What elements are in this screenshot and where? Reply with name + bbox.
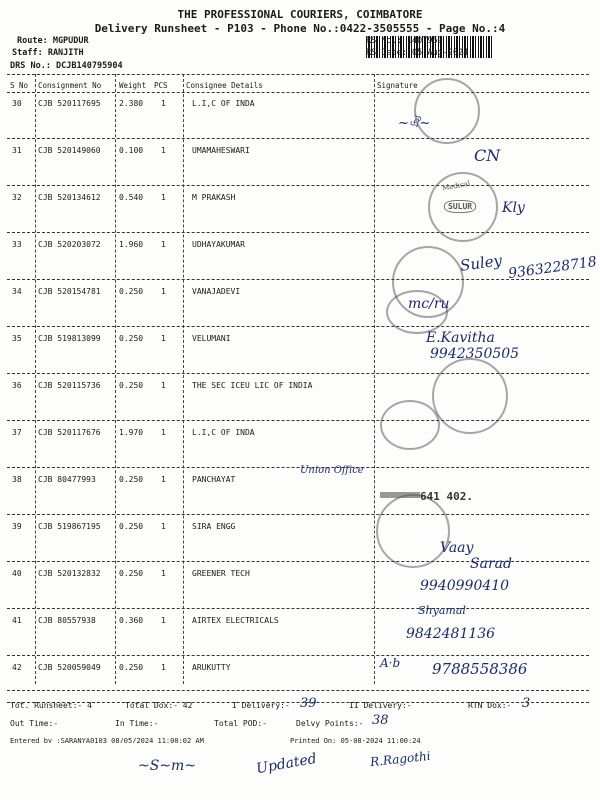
stamp-row36 xyxy=(432,358,508,434)
row-sno: 41 xyxy=(12,616,22,625)
row-consignee: VANAJADEVI xyxy=(192,287,241,296)
table-top-rule xyxy=(7,74,589,75)
row-consignment: CJB 520154781 xyxy=(38,287,101,296)
row-sno: 31 xyxy=(12,146,22,155)
row-weight: 0.250 xyxy=(119,569,144,578)
row-consignee: UMAMAHESWARI xyxy=(192,146,250,155)
i-delivery-label: I Delivery:- xyxy=(232,701,290,710)
row-sno: 32 xyxy=(12,193,22,202)
row-sno: 33 xyxy=(12,240,22,249)
row-consignment: CJB 520132832 xyxy=(38,569,101,578)
row-consignee: VELUMANI xyxy=(192,334,231,343)
row-weight: 0.250 xyxy=(119,381,144,390)
row-consignee: L.I,C OF INDA xyxy=(192,428,255,437)
row-consignment: CJB 519867195 xyxy=(38,522,101,531)
row-sno: 42 xyxy=(12,663,22,672)
sig-row33: Suley xyxy=(458,251,504,275)
row-weight: 0.250 xyxy=(119,475,144,484)
rtn-dox-value: 3 xyxy=(522,696,531,711)
row-consignment: CJB 80557938 xyxy=(38,616,96,625)
stamp-row32 xyxy=(428,172,498,242)
rtn-dox-label: RTN Dox:- xyxy=(468,701,512,710)
table-row xyxy=(0,609,600,656)
table-row xyxy=(0,374,600,421)
printed-on: Printed On: 05-08-2024 11:00:24 xyxy=(290,737,421,743)
row-pcs: 1 xyxy=(161,334,166,343)
runsheet-subtitle: Delivery Runsheet - P103 - Phone No.:0422-3505555 - Page No.:4 xyxy=(94,22,506,35)
row-pcs: 1 xyxy=(161,240,166,249)
delvy-points-label: Delvy Points:- xyxy=(296,719,364,728)
row-weight: 0.250 xyxy=(119,334,144,343)
name-row41: Shyamal xyxy=(418,604,466,617)
row-consignment: CJB 520149060 xyxy=(38,146,101,155)
row-pcs: 1 xyxy=(161,99,166,108)
stamp-smudge-row38 xyxy=(380,492,420,498)
row-weight: 2.380 xyxy=(119,99,144,108)
row-consignment: CJB 520203072 xyxy=(38,240,101,249)
sig-row40: Sarad xyxy=(470,556,512,572)
sig-row42: A·b xyxy=(380,656,401,670)
sig-row34: mc/ru xyxy=(408,296,450,312)
row-consignee: M PRAKASH xyxy=(192,193,236,202)
row-weight: 0.360 xyxy=(119,616,144,625)
row-consignment: CJB 520115736 xyxy=(38,381,101,390)
row-pcs: 1 xyxy=(161,193,166,202)
footer-rule xyxy=(7,690,589,691)
staff: Staff: RANJITH xyxy=(12,48,84,58)
tot-runsheet: Tot. Runsheet:- 4 xyxy=(10,701,92,710)
table-row xyxy=(0,139,600,186)
row-pcs: 1 xyxy=(161,663,166,672)
row-pcs: 1 xyxy=(161,428,166,437)
phone-row41: 9842481136 xyxy=(406,626,496,642)
row-weight: 1.970 xyxy=(119,428,144,437)
route: Route: MGPUDUR xyxy=(17,36,89,46)
row-weight: 1.960 xyxy=(119,240,144,249)
bottom-updated-note: Updated xyxy=(255,750,318,778)
row-consignee: PANCHAYAT xyxy=(192,475,236,484)
row-weight: 0.250 xyxy=(119,522,144,531)
stamp-row32-center: SULUR xyxy=(444,200,476,213)
note-row38: Union Office xyxy=(300,465,364,476)
row-consignment: CJB 520059049 xyxy=(38,663,101,672)
row-consignment: CJB 80477993 xyxy=(38,475,96,484)
total-pod: Total POD:- xyxy=(214,719,267,728)
in-time: In Time:- xyxy=(115,719,159,728)
row-consignee: ARUKUTTY xyxy=(192,663,231,672)
row-consignee: GREENER TECH xyxy=(192,569,250,578)
sig-row30: ~ঐ~ xyxy=(398,116,431,131)
row-pcs: 1 xyxy=(161,381,166,390)
rs-date: RS Date: 05-Aug-2024 xyxy=(366,48,469,58)
row-consignee: L.I,C OF INDA xyxy=(192,99,255,108)
bottom-signature-1: ~S~m~ xyxy=(138,758,197,774)
row-consignee: UDHAYAKUMAR xyxy=(192,240,245,249)
delvy-points-value: 38 xyxy=(372,713,389,728)
row-weight: 0.540 xyxy=(119,193,144,202)
row-sno: 34 xyxy=(12,287,22,296)
row-weight: 0.250 xyxy=(119,663,144,672)
ii-delivery-label: II Delivery:- xyxy=(349,701,412,710)
drs-number: DRS No.: DCJB140795904 xyxy=(10,61,123,71)
stamp-row37 xyxy=(380,400,440,450)
row-pcs: 1 xyxy=(161,287,166,296)
name-row35: E.Kavitha xyxy=(426,330,495,346)
row-sno: 36 xyxy=(12,381,22,390)
out-time: Out Time:- xyxy=(10,719,59,728)
row-consignee: AIRTEX ELECTRICALS xyxy=(192,616,279,625)
row-consignment: CJB 519813099 xyxy=(38,334,101,343)
row-sno: 38 xyxy=(12,475,22,484)
row-consignment: CJB 520117676 xyxy=(38,428,101,437)
row-consignment: CJB 520117695 xyxy=(38,99,101,108)
sig-row31: CN xyxy=(474,146,501,165)
row-weight: 0.250 xyxy=(119,287,144,296)
row-consignee: SIRA ENGG xyxy=(192,522,236,531)
row-weight: 0.100 xyxy=(119,146,144,155)
sig-row39: Vaay xyxy=(440,540,474,556)
stamp-row39 xyxy=(376,494,450,568)
row-sno: 37 xyxy=(12,428,22,437)
row-consignment: CJB 520134612 xyxy=(38,193,101,202)
row-pcs: 1 xyxy=(161,146,166,155)
col-signature: Signature xyxy=(377,81,418,90)
row-pcs: 1 xyxy=(161,475,166,484)
table-row xyxy=(0,92,600,139)
row-sno: 39 xyxy=(12,522,22,531)
row-pcs: 1 xyxy=(161,522,166,531)
phone-row40: 9940990410 xyxy=(420,578,510,594)
entered-by: Entered by :SARANYA0103 08/05/2024 11:00:02 AM xyxy=(10,737,204,743)
col-consignee: Consignee Details xyxy=(186,81,263,90)
col-weight: Weight xyxy=(119,81,147,90)
row-pcs: 1 xyxy=(161,616,166,625)
bottom-signature-2: R.Ragothi xyxy=(369,748,432,770)
col-pcs: PCS xyxy=(154,81,168,90)
row-pcs: 1 xyxy=(161,569,166,578)
row-sno: 40 xyxy=(12,569,22,578)
total-dox: Total Dox:- 42 xyxy=(125,701,193,710)
phone-row42: 9788558386 xyxy=(432,660,528,678)
company-title: THE PROFESSIONAL COURIERS, COIMBATORE xyxy=(177,8,423,21)
table-row xyxy=(0,515,600,562)
stamp-row32-text: Medical xyxy=(441,179,471,193)
phone-row33: 9363228718 xyxy=(507,253,598,283)
pin-row38: 641 402. xyxy=(420,490,473,503)
table-row xyxy=(0,421,600,468)
row-consignee: THE SEC ICEU LIC OF INDIA xyxy=(192,381,313,390)
row-sno: 35 xyxy=(12,334,22,343)
col-sno: S No xyxy=(10,81,29,90)
row-sno: 30 xyxy=(12,99,22,108)
col-consignment: Consignment No xyxy=(38,81,102,90)
i-delivery-value: 39 xyxy=(300,696,317,711)
phone-row35: 9942350505 xyxy=(430,346,520,362)
table-row xyxy=(0,280,600,327)
sig-row32: Kly xyxy=(502,200,525,216)
rs-number: RS No.: 1407959 xyxy=(366,36,443,46)
